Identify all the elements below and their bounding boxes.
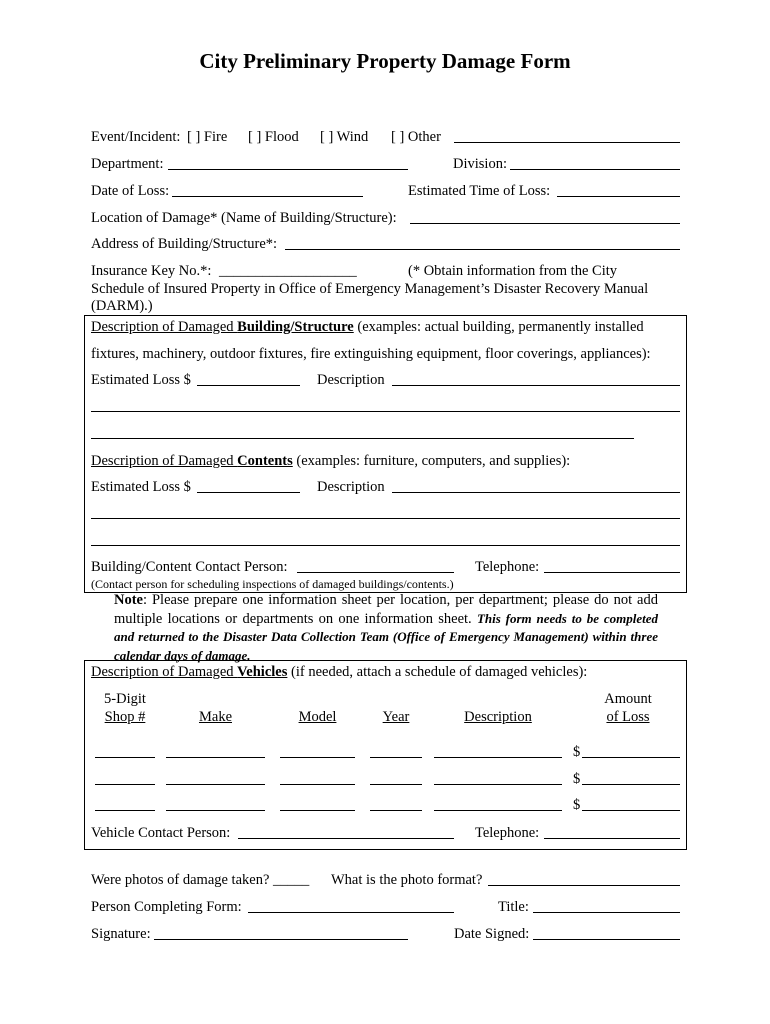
event-wind-checkbox[interactable]: [ ] Wind xyxy=(320,129,369,145)
vehicle-amount-field[interactable] xyxy=(582,810,680,811)
note-label: Note xyxy=(114,592,143,608)
event-other-field[interactable] xyxy=(454,142,680,143)
contents-description-line[interactable] xyxy=(91,545,680,546)
contents-heading-prefix: Description of Damaged xyxy=(91,453,238,469)
vehicle-description-field[interactable] xyxy=(434,757,562,758)
col-shop-header xyxy=(95,690,155,726)
vehicles-heading-bold: Vehicles xyxy=(237,664,288,680)
contents-est-loss-label: Estimated Loss $ xyxy=(91,479,191,495)
building-heading-line2: fixtures, machinery, outdoor fixtures, fire extinguishing equipment, floor coverings, appliances): xyxy=(91,346,651,362)
vehicle-year-field[interactable] xyxy=(370,810,422,811)
event-flood-checkbox[interactable]: [ ] Flood xyxy=(248,129,299,145)
vehicle-make-field[interactable] xyxy=(166,810,265,811)
division-field[interactable] xyxy=(510,169,680,170)
department-field[interactable] xyxy=(168,169,408,170)
building-est-loss-field[interactable] xyxy=(197,385,300,386)
photo-format-label: What is the photo format? xyxy=(331,872,483,888)
vehicle-amount-field[interactable] xyxy=(582,757,680,758)
vehicle-telephone-label: Telephone: xyxy=(475,825,540,841)
location-field[interactable] xyxy=(410,223,680,224)
contact-person-label: Building/Content Contact Person: xyxy=(91,559,288,575)
col-make-header: Make xyxy=(198,709,232,725)
note-text: : Please prepare one information sheet per location, per department; please do not add multiple locations or departments on one information sheet. xyxy=(114,592,658,627)
insurance-note-line2: Schedule of Insured Property in Office of Emergency Management’s Disaster Recovery Manual xyxy=(91,281,649,297)
address-label: Address of Building/Structure*: xyxy=(91,236,278,252)
vehicle-amount-field[interactable] xyxy=(582,784,680,785)
note-paragraph xyxy=(114,592,658,665)
title-field[interactable] xyxy=(533,912,680,913)
event-other-checkbox[interactable]: [ ] Other xyxy=(391,129,441,145)
estimated-time-label: Estimated Time of Loss: xyxy=(408,183,551,199)
contents-heading-suffix: (examples: furniture, computers, and supplies): xyxy=(292,453,571,469)
vehicles-section xyxy=(84,660,687,850)
event-label: Event/Incident: xyxy=(91,129,181,145)
vehicle-model-field[interactable] xyxy=(280,784,355,785)
building-est-loss-label: Estimated Loss $ xyxy=(91,372,191,388)
date-of-loss-label: Date of Loss: xyxy=(91,183,170,199)
col-model-header: Model xyxy=(298,709,337,725)
contents-description-field[interactable] xyxy=(392,492,680,493)
vehicle-dollar-sign: $ xyxy=(573,744,581,760)
address-field[interactable] xyxy=(285,249,680,250)
location-label: Location of Damage* (Name of Building/Structure): xyxy=(91,210,397,226)
building-heading-suffix: (examples: actual building, permanently installed xyxy=(353,319,644,335)
vehicle-shop-field[interactable] xyxy=(95,784,155,785)
department-label: Department: xyxy=(91,156,164,172)
vehicle-description-field[interactable] xyxy=(434,784,562,785)
vehicle-dollar-sign: $ xyxy=(573,797,581,813)
date-signed-label: Date Signed: xyxy=(454,926,530,942)
contents-heading xyxy=(91,452,570,470)
vehicles-heading-suffix: (if needed, attach a schedule of damaged vehicles): xyxy=(287,664,588,680)
contents-est-loss-field[interactable] xyxy=(197,492,300,493)
event-fire-checkbox[interactable]: [ ] Fire xyxy=(187,129,228,145)
col-shop-line2: Shop # xyxy=(104,709,146,725)
contact-person-field[interactable] xyxy=(297,572,454,573)
note-emphasis: This form needs to be completed and returned to the Disaster Data Collection Team (Office of Emergency Management) within three calendar days of damage. xyxy=(114,610,659,663)
vehicle-contact-field[interactable] xyxy=(238,838,454,839)
building-heading xyxy=(91,318,644,336)
vehicle-model-field[interactable] xyxy=(280,757,355,758)
col-amount-line1: Amount xyxy=(604,691,652,707)
insurance-note-line1: (* Obtain information from the City xyxy=(408,263,618,279)
building-description-line[interactable] xyxy=(91,438,634,439)
vehicle-shop-field[interactable] xyxy=(95,810,155,811)
insurance-field[interactable]: ___________________ xyxy=(219,263,357,279)
insurance-label: Insurance Key No.*: xyxy=(91,263,212,279)
photo-format-field[interactable] xyxy=(488,885,680,886)
form-title: City Preliminary Property Damage Form xyxy=(199,49,571,73)
contents-heading-bold: Contents xyxy=(237,453,293,469)
insurance-note-line3: (DARM).) xyxy=(91,298,153,314)
contact-note: (Contact person for scheduling inspections of damaged buildings/contents.) xyxy=(91,577,454,591)
building-heading-bold: Building/Structure xyxy=(237,319,354,335)
contact-telephone-label: Telephone: xyxy=(475,559,540,575)
contents-description-line[interactable] xyxy=(91,518,680,519)
vehicle-telephone-field[interactable] xyxy=(544,838,680,839)
building-description-field[interactable] xyxy=(392,385,680,386)
vehicle-year-field[interactable] xyxy=(370,784,422,785)
title-label: Title: xyxy=(498,899,529,915)
vehicles-heading xyxy=(91,663,587,681)
building-heading-prefix: Description of Damaged xyxy=(91,319,238,335)
person-completing-field[interactable] xyxy=(248,912,454,913)
contents-description-label: Description xyxy=(317,479,385,495)
vehicle-description-field[interactable] xyxy=(434,810,562,811)
vehicle-contact-label: Vehicle Contact Person: xyxy=(91,825,231,841)
vehicle-shop-field[interactable] xyxy=(95,757,155,758)
signature-field[interactable] xyxy=(154,939,408,940)
col-shop-line1: 5-Digit xyxy=(104,691,146,707)
signature-label: Signature: xyxy=(91,926,151,942)
col-amount-line2: of Loss xyxy=(606,709,650,725)
vehicle-make-field[interactable] xyxy=(166,757,265,758)
col-description-header: Description xyxy=(464,709,532,725)
vehicle-make-field[interactable] xyxy=(166,784,265,785)
estimated-time-field[interactable] xyxy=(557,196,680,197)
date-signed-field[interactable] xyxy=(533,939,680,940)
contact-telephone-field[interactable] xyxy=(544,572,680,573)
col-year-header: Year xyxy=(382,709,410,725)
col-amount-header xyxy=(590,690,666,726)
date-of-loss-field[interactable] xyxy=(172,196,363,197)
photos-taken-label: Were photos of damage taken? _____ xyxy=(91,872,310,888)
vehicles-heading-prefix: Description of Damaged xyxy=(91,664,238,680)
division-label: Division: xyxy=(453,156,507,172)
vehicle-year-field[interactable] xyxy=(370,757,422,758)
vehicle-model-field[interactable] xyxy=(280,810,355,811)
building-description-line[interactable] xyxy=(91,411,680,412)
person-completing-label: Person Completing Form: xyxy=(91,899,242,915)
vehicle-dollar-sign: $ xyxy=(573,771,581,787)
building-description-label: Description xyxy=(317,372,385,388)
